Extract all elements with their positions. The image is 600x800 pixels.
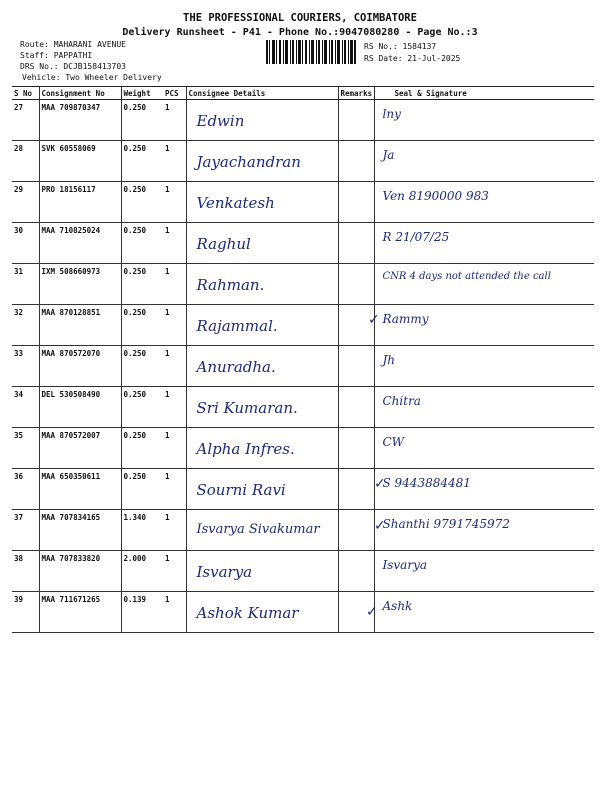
table-header-row [12,87,594,100]
row-consignee: Ashok Kumar [196,604,299,622]
col-remarks: Remarks [338,87,374,100]
row-pcs: 1 [163,510,186,551]
row-weight: 0.250 [121,346,163,387]
row-pcs: 1 [163,305,186,346]
row-consignee: Jayachandran [196,153,301,171]
checkmark-icon: ✓ [366,604,378,620]
row-consignment: PRO 18156117 [39,182,121,223]
row-consignee: Isvarya Sivakumar [196,522,320,537]
row-weight: 0.250 [121,223,163,264]
row-signature: Shanthi 9791745972 [382,517,510,531]
row-sno: 34 [12,387,39,428]
row-weight: 0.139 [121,592,163,633]
vehicle-text: Vehicle: Two Wheeler Delivery [22,73,162,82]
col-weight: Weight [121,87,163,100]
row-consignment: MAA 709870347 [39,100,121,141]
row-signature: Isvarya [382,558,428,572]
row-weight: 0.250 [121,305,163,346]
table-row [12,551,594,592]
row-pcs: 1 [163,428,186,469]
col-consignment: Consignment No [39,87,121,100]
row-signature: Ven 8190000 983 [382,189,489,203]
col-sno: S No [12,87,39,100]
row-signature: CW [382,435,405,449]
row-pcs: 1 [163,592,186,633]
row-consignment: MAA 710825024 [39,223,121,264]
table-row [12,264,594,305]
row-signature: Jh [382,353,396,367]
row-signature: S 9443884481 [382,476,471,490]
row-consignment: DEL 530508490 [39,387,121,428]
row-consignee: Raghul [196,235,251,253]
row-consignment: IXM 508660973 [39,264,121,305]
row-consignee: Venkatesh [196,194,275,212]
runsheet-table [12,86,594,633]
row-sno: 30 [12,223,39,264]
row-consignee: Isvarya [196,563,253,581]
row-consignment: SVK 60558069 [39,141,121,182]
row-consignee: Sourni Ravi [196,481,286,499]
row-sno: 37 [12,510,39,551]
table-row [12,387,594,428]
runsheet-subtitle: Delivery Runsheet - P41 - Phone No.:9047080280 - Page No.:3 [122,27,478,38]
row-consignment: MAA 870128851 [39,305,121,346]
row-sno: 28 [12,141,39,182]
table-row [12,305,594,346]
row-weight: 1.340 [121,510,163,551]
row-sno: 39 [12,592,39,633]
row-sno: 32 [12,305,39,346]
row-pcs: 1 [163,346,186,387]
table-row [12,223,594,264]
row-consignment: MAA 870572007 [39,428,121,469]
table-row [12,346,594,387]
row-signature: Chitra [382,394,421,408]
row-consignee: Anuradha. [196,358,276,376]
row-sno: 29 [12,182,39,223]
barcode-image [266,40,356,64]
row-weight: 0.250 [121,182,163,223]
col-consignee: Consignee Details [186,87,338,100]
row-weight: 0.250 [121,387,163,428]
row-consignee: Alpha Infres. [196,440,295,458]
route-text: Route: MAHARANI AVENUE [20,40,126,49]
row-signature: Ashk [382,599,413,613]
row-pcs: 1 [163,141,186,182]
row-weight: 2.000 [121,551,163,592]
row-sno: 27 [12,100,39,141]
table-row [12,592,594,633]
row-consignment: MAA 707834165 [39,510,121,551]
row-consignment: MAA 711671265 [39,592,121,633]
rs-date: RS Date: 21-Jul-2025 [364,54,461,63]
checkmark-icon: ✓ [374,476,386,492]
row-pcs: 1 [163,100,186,141]
row-weight: 0.250 [121,428,163,469]
row-pcs: 1 [163,264,186,305]
row-consignment: MAA 707833820 [39,551,121,592]
row-pcs: 1 [163,551,186,592]
table-row [12,469,594,510]
row-sno: 35 [12,428,39,469]
row-signature: R 21/07/25 [382,230,450,244]
row-signature: Ja [382,148,395,162]
row-sno: 38 [12,551,39,592]
row-consignee: Rahman. [196,276,265,294]
staff-text: Staff: PAPPATHI [20,51,93,60]
row-weight: 0.250 [121,100,163,141]
checkmark-icon: ✓ [368,312,380,328]
table-row [12,100,594,141]
row-consignment: MAA 870572070 [39,346,121,387]
table-row [12,510,594,551]
row-signature: Rammy [382,312,429,326]
row-consignee: Sri Kumaran. [196,399,298,417]
row-signature: CNR 4 days not attended the call [382,271,551,282]
row-signature: lny [382,107,401,121]
row-sno: 33 [12,346,39,387]
row-consignee: Rajammal. [196,317,278,335]
row-pcs: 1 [163,469,186,510]
row-pcs: 1 [163,182,186,223]
row-weight: 0.250 [121,264,163,305]
table-row [12,428,594,469]
table-row [12,141,594,182]
row-sno: 36 [12,469,39,510]
drs-number: DRS No.: DCJB158413703 [20,62,126,71]
row-consignment: MAA 650350611 [39,469,121,510]
row-consignee: Edwin [196,112,245,130]
row-pcs: 1 [163,387,186,428]
checkmark-icon: ✓ [374,518,386,534]
row-weight: 0.250 [121,469,163,510]
col-pcs: PCS [163,87,186,100]
row-weight: 0.250 [121,141,163,182]
table-row [12,182,594,223]
col-seal: Seal & Signature [374,87,594,100]
runsheet-title: THE PROFESSIONAL COURIERS, COIMBATORE [183,12,417,24]
rs-number: RS No.: 1584137 [364,42,437,51]
row-sno: 31 [12,264,39,305]
row-pcs: 1 [163,223,186,264]
